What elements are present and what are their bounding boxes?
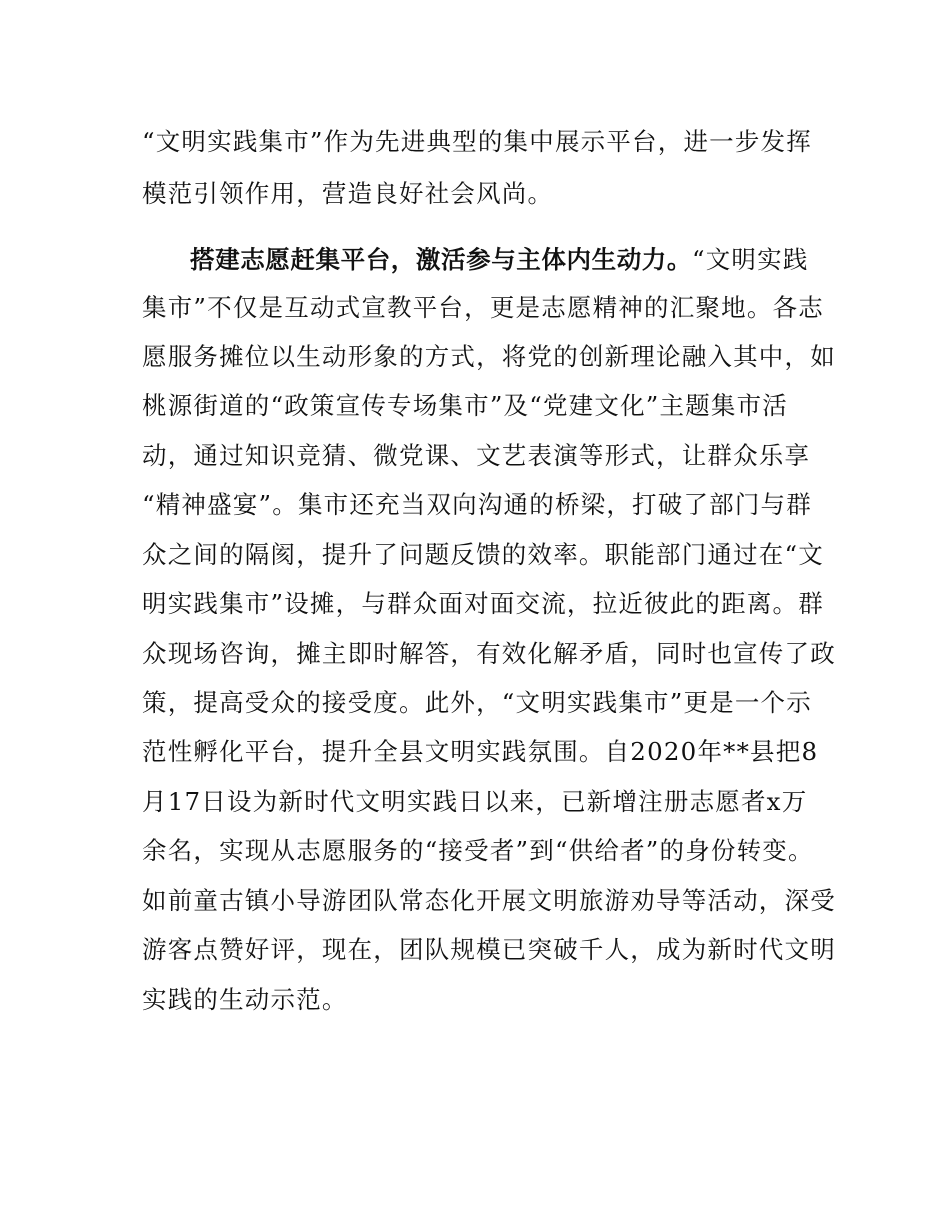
- paragraph-heading: 搭建志愿赶集平台，激活参与主体内生动力。: [190, 245, 692, 274]
- paragraph-line: 众现场咨询，摊主即时解答，有效化解矛盾，同时也宣传了政: [142, 639, 836, 668]
- paragraph-line: 月17日设为新时代文明实践日以来，已新增注册志愿者x万: [142, 787, 808, 816]
- paragraph-line: 明实践集市”设摊，与群众面对面交流，拉近彼此的距离。群: [142, 589, 824, 618]
- paragraph-line-text: “文明实践: [692, 245, 809, 274]
- paragraph-line: 模范引领作用，营造良好社会风尚。: [142, 179, 554, 208]
- paragraph-line: 集市”不仅是互动式宣教平台，更是志愿精神的汇聚地。各志: [142, 293, 824, 322]
- paragraph-line: 愿服务摊位以生动形象的方式，将党的创新理论融入其中，如: [142, 342, 836, 371]
- paragraph-line: 策，提高受众的接受度。此外，“文明实践集市”更是一个示: [142, 688, 812, 717]
- paragraph-line: 如前童古镇小导游团队常态化开展文明旅游劝导等活动，深受: [142, 886, 836, 915]
- paragraph-line: 余名，实现从志愿服务的“接受者”到“供给者”的身份转变。: [142, 836, 814, 865]
- paragraph-line: 游客点赞好评，现在，团队规模已突破千人，成为新时代文明: [142, 935, 836, 964]
- paragraph-line: 桃源街道的“政策宣传专场集市”及“党建文化”主题集市活: [142, 391, 788, 420]
- paragraph-line: 众之间的隔阂，提升了问题反馈的效率。职能部门通过在“文: [142, 540, 824, 569]
- paragraph-line: “精神盛宴”。集市还充当双向沟通的桥梁，打破了部门与群: [142, 490, 812, 519]
- paragraph-line: 实践的生动示范。: [142, 985, 348, 1014]
- paragraph-line: 动，通过知识竞猜、微党课、文艺表演等形式，让群众乐享: [142, 441, 811, 470]
- paragraph-line: 范性孵化平台，提升全县文明实践氛围。自2020年**县把8: [142, 737, 819, 766]
- paragraph-line: “文明实践集市”作为先进典型的集中展示平台，进一步发挥: [142, 127, 812, 156]
- paragraph-line: [190, 244, 890, 276]
